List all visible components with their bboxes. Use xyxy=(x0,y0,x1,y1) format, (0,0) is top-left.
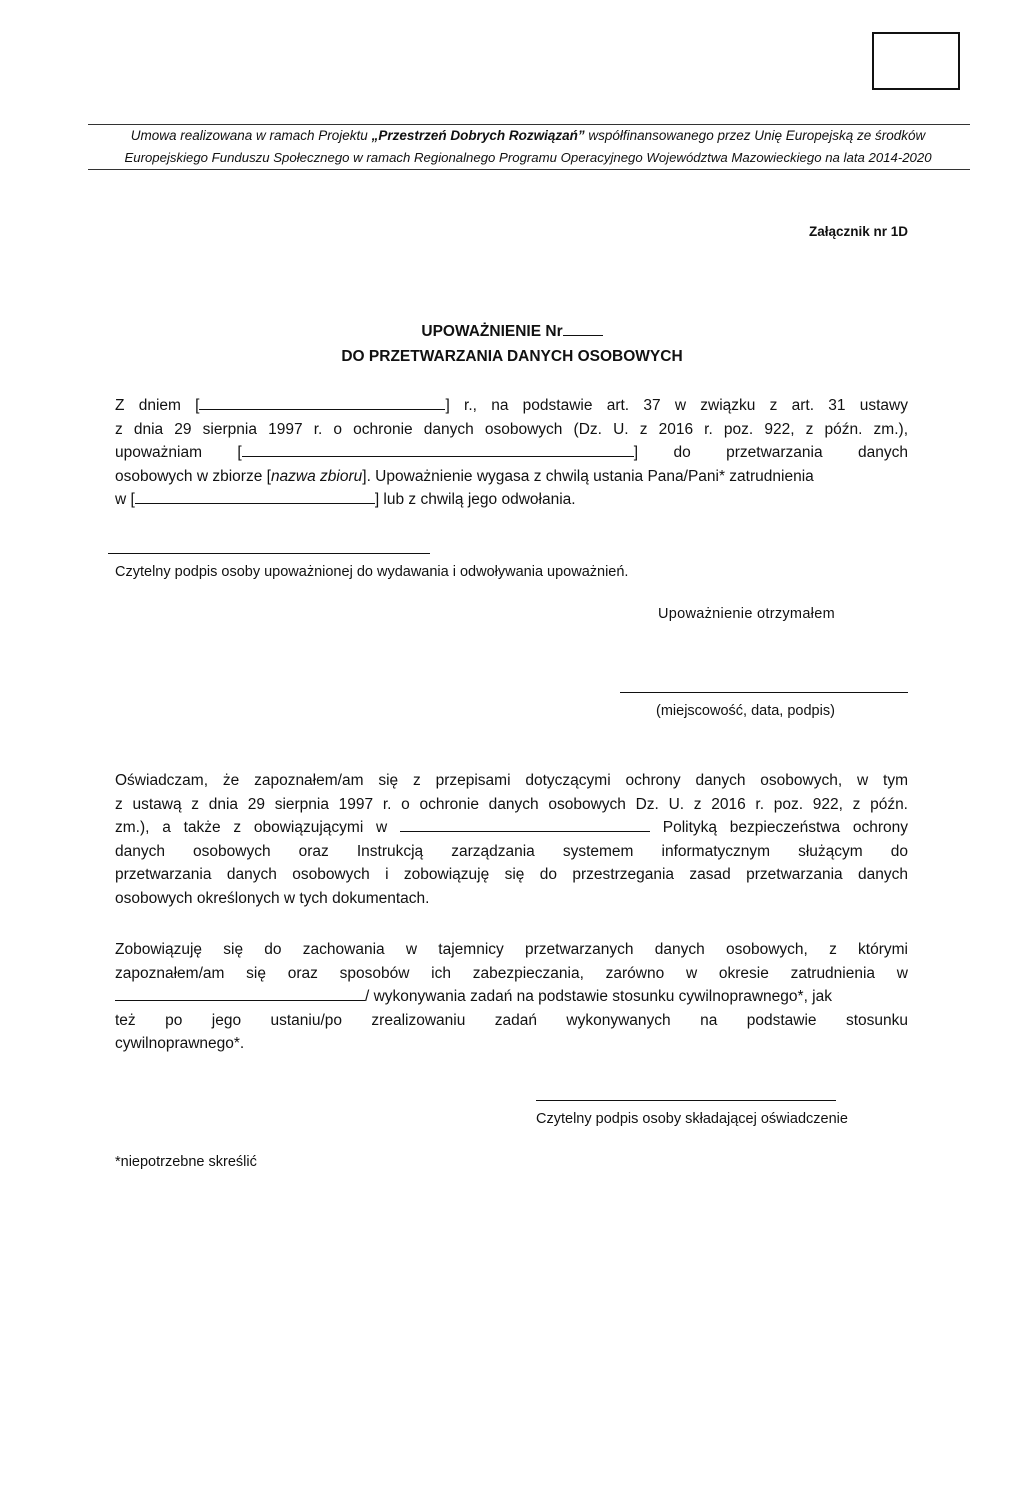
declarant-signature-caption: Czytelny podpis osoby składającej oświadczenie xyxy=(536,1111,848,1127)
auth-line-2: z dnia 29 sierpnia 1997 r. o ochronie danych osobowych (Dz. U. z 2016 r. poz. 922, z późn. zm.), xyxy=(115,420,908,438)
stmt2-line-4: też po jego ustaniu/po zrealizowaniu zadań wykonywanych na podstawie stosunku xyxy=(115,1011,908,1029)
authorized-person-blank xyxy=(242,441,634,457)
stmt2-line-2: zapoznałem/am się oraz sposobów ich zabezpieczania, zarówno w okresie zatrudnienia w xyxy=(115,964,908,982)
declarant-signature-line xyxy=(536,1100,836,1101)
stmt1-line-3: zm.), a także z obowiązującymi w Polityką bezpieczeństwa ochrony xyxy=(115,816,908,840)
auth-line-1: Z dniem [ ] r., na podstawie art. 37 w związku z art. 31 ustawy xyxy=(115,394,908,418)
employment-blank xyxy=(115,985,365,1001)
attachment-number: Załącznik nr 1D xyxy=(808,224,908,239)
header-line-1: Umowa realizowana w ramach Projektu „Przestrzeń Dobrych Rozwiązań” współfinansowanego przez Unię Europejską ze środków xyxy=(130,128,926,143)
header-top-rule xyxy=(88,124,970,125)
stmt1-line-5: przetwarzania danych osobowych i zobowiązuję się do przestrzegania zasad przetwarzania danych xyxy=(115,866,908,883)
stmt2-line-3: / wykonywania zadań na podstawie stosunku cywilnoprawnego*, jak xyxy=(115,985,908,1009)
authorization-paragraph xyxy=(115,394,908,512)
stmt1-line-6: osobowych określonych w tych dokumentach. xyxy=(115,889,430,907)
auth-line-5: w [ ] lub z chwilą jego odwołania. xyxy=(115,488,908,512)
stmt1-line-1: Oświadczam, że zapoznałem/am się z przepisami dotyczącymi ochrony danych osobowych, w tym xyxy=(115,772,908,789)
footnote: *niepotrzebne skreślić xyxy=(115,1154,257,1170)
issuer-signature-line xyxy=(108,553,430,554)
received-label: Upoważnienie otrzymałem xyxy=(658,606,835,622)
project-name: „Przestrzeń Dobrych Rozwiązań” xyxy=(371,128,585,143)
stmt1-line-2: z ustawą z dnia 29 sierpnia 1997 r. o ochronie danych osobowych Dz. U. z 2016 r. poz. 922, z późn. xyxy=(115,795,908,813)
number-blank xyxy=(563,320,603,336)
organization-blank xyxy=(400,816,650,832)
stmt2-line-5: cywilnoprawnego*. xyxy=(115,1035,245,1052)
statement-paragraph-2 xyxy=(115,938,908,1056)
employer-blank xyxy=(135,488,375,504)
document-subtitle: DO PRZETWARZANIA DANYCH OSOBOWYCH xyxy=(341,348,683,365)
auth-line-3: upoważniam [ ] do przetwarzania danych xyxy=(115,441,908,465)
stmt2-line-1: Zobowiązuję się do zachowania w tajemnicy przetwarzanych danych osobowych, z którymi xyxy=(115,941,908,958)
stamp-box xyxy=(872,32,960,90)
statement-paragraph-1 xyxy=(115,769,908,910)
stmt1-line-4: danych osobowych oraz Instrukcją zarządzania systemem informatycznym służącym do xyxy=(115,842,908,860)
received-signature-line xyxy=(620,692,908,693)
received-caption: (miejscowość, data, podpis) xyxy=(656,703,835,719)
issuer-signature-caption: Czytelny podpis osoby upoważnionej do wydawania i odwoływania upoważnień. xyxy=(115,564,629,580)
date-blank xyxy=(199,394,445,410)
document-title: UPOWAŻNIENIE Nr xyxy=(0,320,1024,341)
header-line-2: Europejskiego Funduszu Społecznego w ramach Regionalnego Programu Operacyjnego Województwa Mazowieckiego na lata 2014-2020 xyxy=(124,150,932,165)
auth-line-4: osobowych w zbiorze [nazwa zbioru]. Upoważnienie wygasa z chwilą ustania Pana/Pani* zatrudnienia xyxy=(115,467,814,485)
header-bottom-rule xyxy=(88,169,970,170)
